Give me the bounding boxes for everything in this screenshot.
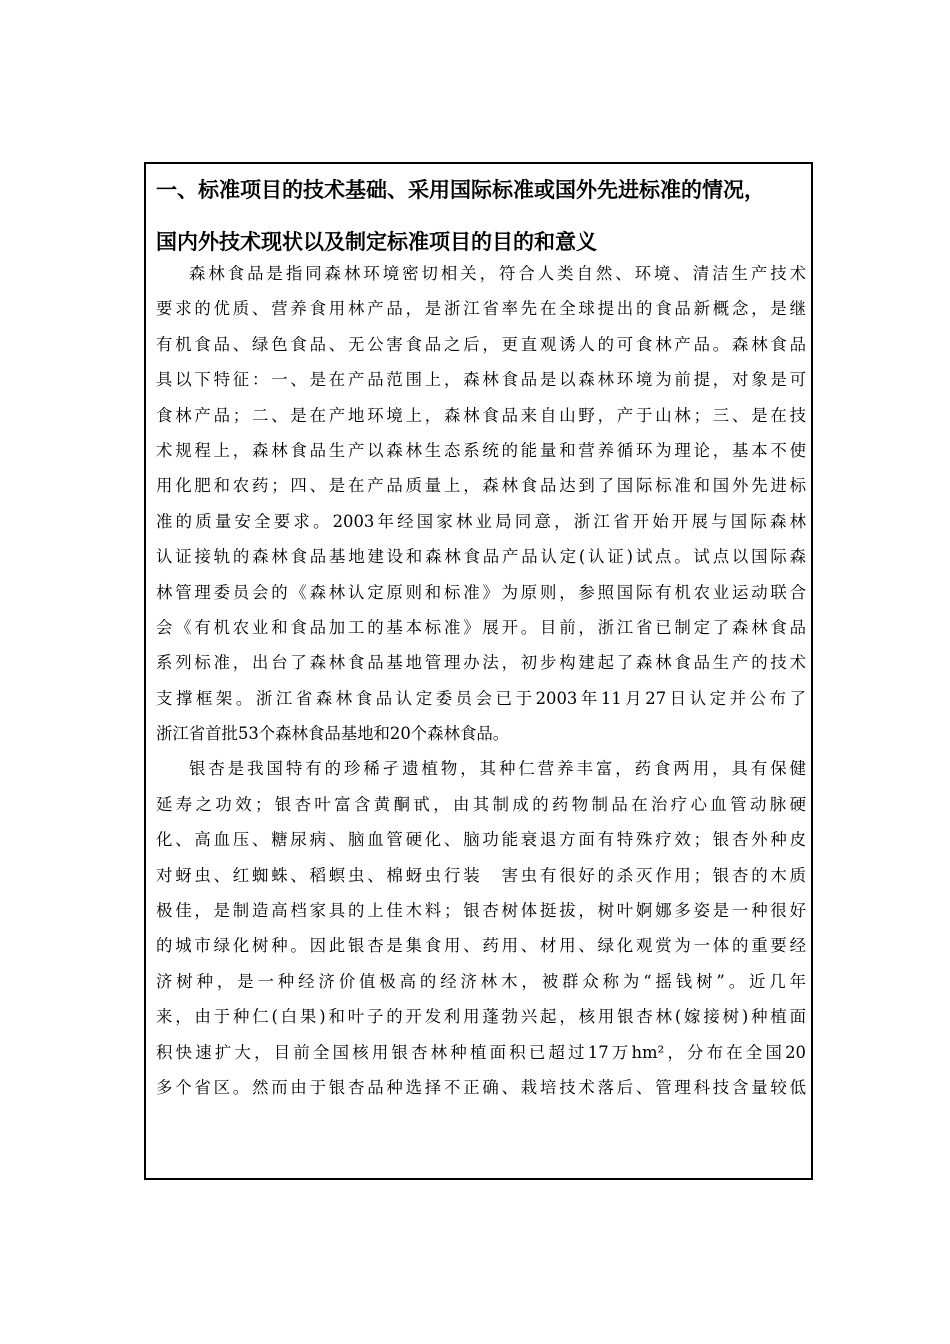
paragraph-2-line: 极佳，是制造高档家具的上佳木料；银杏树体挺拔，树叶婀娜多姿是一种很好 [156, 901, 806, 921]
paragraph-2-line: 银杏是我国特有的珍稀孑遗植物，其种仁营养丰富，药食两用，具有保健 [189, 759, 806, 779]
paragraph-1-line: 食林产品；二、是在产地环境上，森林食品来自山野，产于山林；三、是在技 [156, 405, 806, 425]
paragraph-2-line: 对蚜虫、红蜘蛛、稻螟虫、棉蚜虫行装 害虫有很好的杀灭作用；银杏的木质 [156, 865, 806, 885]
document-table-cell [144, 162, 813, 1180]
paragraph-1-line: 要求的优质、营养食用林产品，是浙江省率先在全球提出的食品新概念，是继 [156, 299, 806, 319]
paragraph-2-line: 来，由于种仁(白果)和叶子的开发利用蓬勃兴起，核用银杏林(嫁接树)种植面 [156, 1007, 806, 1027]
paragraph-1-line: 准的质量安全要求。2003年经国家林业局同意，浙江省开始开展与国际森林 [156, 511, 806, 531]
paragraph-1-line: 支撑框架。浙江省森林食品认定委员会已于2003年11月27日认定并公布了 [156, 688, 806, 708]
paragraph-2-line: 化、高血压、糖尿病、脑血管硬化、脑功能衰退方面有特殊疗效；银杏外种皮 [156, 830, 806, 850]
paragraph-1-line: 术规程上，森林食品生产以森林生态系统的能量和营养循环为理论，基本不使 [156, 440, 806, 460]
paragraph-1-line: 认证接轨的森林食品基地建设和森林食品产品认定(认证)试点。试点以国际森 [156, 547, 806, 567]
paragraph-2-line: 积快速扩大，目前全国核用银杏林种植面积已超过17万hm²，分布在全国20 [156, 1042, 806, 1062]
paragraph-1-line: 森林食品是指同森林环境密切相关，符合人类自然、环境、清洁生产技术 [189, 264, 806, 283]
paragraph-1-line: 浙江省首批53个森林食品基地和20个森林食品。 [156, 724, 510, 744]
paragraph-1-line: 会《有机农业和食品加工的基本标准》展开。目前，浙江省已制定了森林食品 [156, 617, 806, 637]
paragraph-1-line: 有机食品、绿色食品、无公害食品之后，更直观诱人的可食林产品。森林食品 [156, 334, 806, 354]
paragraph-2-line: 的城市绿化树种。因此银杏是集食用、药用、材用、绿化观赏为一体的重要经 [156, 936, 806, 956]
section-heading-line-1: 一、标准项目的技术基础、采用国际标准或国外先进标准的情况， [156, 177, 765, 202]
section-heading-line-2: 国内外技术现状以及制定标准项目的目的和意义 [156, 229, 597, 254]
paragraph-2-line: 多个省区。然而由于银杏品种选择不正确、栽培技术落后、管理科技含量较低 [156, 1077, 806, 1097]
paragraph-1-line: 用化肥和农药；四、是在产品质量上，森林食品达到了国际标准和国外先进标 [156, 476, 806, 496]
paragraph-1-line: 系列标准，出台了森林食品基地管理办法，初步构建起了森林食品生产的技术 [156, 653, 806, 673]
body-text [156, 256, 806, 1105]
paragraph-2-line: 济树种，是一种经济价值极高的经济林木，被群众称为“摇钱树”。近几年 [156, 971, 806, 991]
paragraph-2-line: 延寿之功效；银杏叶富含黄酮甙，由其制成的药物制品在治疗心血管动脉硬 [156, 794, 806, 814]
paragraph-1-line: 林管理委员会的《森林认定原则和标准》为原则，参照国际有机农业运动联合 [156, 582, 806, 602]
paragraph-1-line: 具以下特征：一、是在产品范围上，森林食品是以森林环境为前提，对象是可 [156, 370, 806, 390]
